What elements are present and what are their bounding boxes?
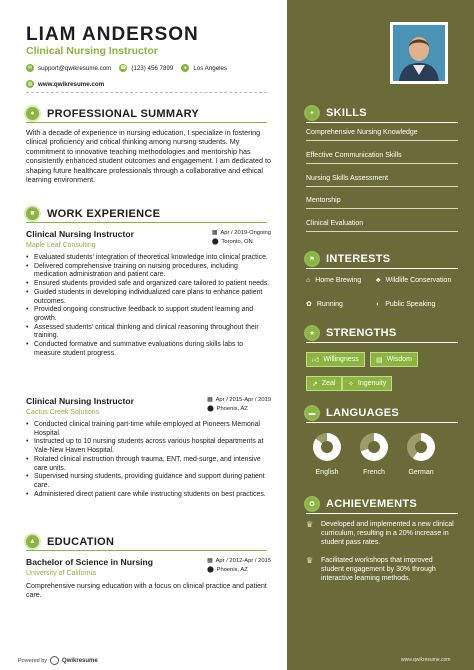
phone-icon: ☎ (120, 65, 127, 71)
interest-item: ⌂ Home Brewing (306, 277, 362, 284)
list-item: • Assessed students' critical thinking and clinical reasoning throughout their training. (26, 324, 271, 341)
skill-item (306, 220, 458, 232)
summary-title: PROFESSIONAL SUMMARY (47, 107, 200, 120)
languages-underline (306, 422, 458, 423)
job-dates: Apr / 2015-Apr / 2019 (215, 397, 271, 403)
trophy-icon: ★ (306, 327, 318, 339)
lightbulb-icon: ✧ (348, 380, 354, 388)
strength-tag: ↗ Zeal (306, 376, 342, 391)
lightbulb-icon: ✦ (306, 107, 318, 119)
interest-item: ♣ Wildlife Conservation (376, 277, 452, 284)
contact-row (26, 64, 266, 72)
interest-item: ✿ Running (306, 301, 343, 308)
skill-item (306, 197, 458, 209)
degree-title: Bachelor of Science in Nursing (26, 557, 154, 567)
profile-photo (390, 22, 448, 84)
strengths-underline (306, 342, 458, 343)
education-title: EDUCATION (47, 535, 115, 548)
list-item: • Administered direct patient care while instructing students on best practices. (26, 491, 271, 500)
medal-icon: ✪ (306, 498, 318, 510)
education-underline (26, 550, 267, 551)
paw-icon: ✿ (306, 301, 312, 308)
job-title: Clinical Nursing Instructor (26, 396, 134, 406)
calendar-icon: ▦ (211, 230, 218, 236)
graduation-cap-icon: ▲ (26, 535, 39, 548)
job-entry (26, 396, 271, 499)
language-donut (360, 433, 388, 461)
list-item: • Rotated clinical instruction through trauma, ENT, med-surge, and intensive care units. (26, 456, 271, 473)
phone-text: (123) 456 7899 (131, 64, 174, 72)
skill-label: Effective Communication Skills (306, 152, 402, 159)
speaker-icon: ◐ (376, 301, 381, 308)
phone-item (119, 64, 173, 72)
skill-label: Nursing Skills Assessment (306, 175, 389, 182)
interest-item: ◐ Public Speaking (376, 301, 436, 308)
flag-icon: ⚑ (306, 253, 318, 265)
skill-label: Mentorship (306, 197, 341, 204)
candidate-title: Clinical Nursing Instructor (26, 45, 158, 57)
list-item: • Provided ongoing constructive feedback to support student learning and growth. (26, 306, 271, 323)
strengths-heading (306, 327, 397, 339)
education-entry (26, 557, 271, 600)
calendar-icon: ▦ (207, 397, 213, 403)
header-divider (26, 92, 267, 93)
summary-text: With a decade of experience in nursing education, I specialize in fostering clinical proficiency and critical thinking among nursing students. My commitment to innovative teaching methodologies and mentorship has consistently enhanced student outcomes and engagement. I am dedicated to shaping future healthcare professionals through a collaborative and ethical learning environment. (26, 128, 271, 185)
interests-title: INTERESTS (326, 253, 391, 265)
achievements-title: ACHIEVEMENTS (326, 498, 417, 510)
achievements-underline (306, 513, 458, 514)
candidate-name: LIAM ANDERSON (26, 24, 199, 45)
skills-underline (306, 122, 458, 123)
job-title: Clinical Nursing Instructor (26, 229, 134, 239)
list-item: • Instructed up to 10 nursing students across various hospital departments at Yale-New Haven Hospital. (26, 438, 271, 455)
experience-underline (26, 222, 267, 223)
summary-underline (26, 122, 267, 123)
education-heading (26, 535, 114, 548)
briefcase-icon: ■ (26, 207, 39, 220)
job-location: Phoenix, AZ (216, 406, 248, 412)
skill-label: Comprehensive Nursing Knowledge (306, 129, 418, 136)
experience-title: WORK EXPERIENCE (47, 207, 161, 220)
leaf-icon: ♣ (376, 277, 381, 284)
achievement-item: ♛ Developed and implemented a new clinical curriculum, resulting in a 20% increase in student pass rates. (306, 520, 454, 546)
language-label: German (408, 469, 434, 476)
skill-item (306, 152, 458, 164)
list-item: • Supervised nursing students, providing guidance and support during patient care. (26, 473, 271, 490)
education-description: Comprehensive nursing education with a focus on clinical practice and patient care. (26, 583, 267, 599)
job-bullets (26, 254, 271, 358)
brand-name[interactable]: Qwikresume (62, 657, 98, 664)
person-icon: ● (26, 107, 39, 120)
envelope-icon: ✉ (27, 65, 33, 71)
skills-title: SKILLS (326, 107, 367, 119)
website-item[interactable] (26, 80, 104, 88)
skill-item (306, 129, 458, 141)
education-dates: Apr / 2012-Apr / 2015 (215, 558, 271, 564)
skill-item (306, 175, 458, 187)
list-item: • Delivered comprehensive training on nursing procedures, including medication administration and patient care. (26, 263, 271, 280)
language-donut (313, 433, 341, 461)
language-item (405, 433, 437, 476)
chart-icon: ↗ (312, 380, 318, 388)
thumbs-up-icon: 👍︎ (312, 357, 320, 364)
list-item: • Evaluated students' integration of theoretical knowledge into clinical practice. (26, 254, 271, 263)
achievement-item: ♛ Facilitated workshops that improved student engagement by 30% through interactive learning methods. (306, 556, 436, 582)
location-pin-icon: ● (181, 64, 189, 72)
experience-heading (26, 207, 160, 220)
summary-heading (26, 107, 199, 120)
list-item: • Conducted clinical training part-time while employed at Pioneers Memorial Hospital. (26, 421, 271, 438)
calendar-icon: ▦ (207, 558, 213, 564)
list-item: • Conducted formative and summative evaluations during skills labs to measure student progress. (26, 341, 271, 358)
list-item: • Guided students in developing individualized care plans to enhance patient outcomes. (26, 289, 271, 306)
language-label: English (315, 469, 339, 476)
achievements-heading (306, 498, 417, 510)
chat-icon: ▬ (306, 407, 318, 419)
location-item (181, 64, 227, 72)
school-name: University of California (26, 570, 97, 577)
list-item: • Ensured students provided safe and organized care tailored to patient needs. (26, 280, 271, 289)
location-pin-icon: ⬤ (207, 567, 214, 573)
location-pin-icon: ⬤ (207, 406, 214, 412)
footer-url[interactable]: www.qwikresume.com (401, 657, 451, 663)
skill-label: Clinical Evaluation (306, 220, 364, 227)
strength-tag: 👍︎ Willingness (306, 352, 365, 367)
website-text: www.qwikresume.com (38, 80, 105, 88)
strength-tag: ▤ Wisdom (370, 352, 418, 367)
location-pin-icon: ⬤ (211, 239, 219, 245)
globe-icon: ◎ (27, 81, 33, 87)
job-bullets (26, 421, 271, 499)
job-company: Maple Leaf Consulting (26, 242, 96, 249)
job-location: Toronto, ON (221, 239, 253, 245)
interests-heading (306, 253, 390, 265)
trophy-icon: ♛ (306, 556, 314, 565)
powered-by: Powered by Qwikresume (18, 657, 98, 664)
email-item[interactable] (26, 64, 111, 72)
job-entry (26, 229, 271, 358)
qwikresume-logo-icon (50, 656, 59, 665)
trophy-icon: ♛ (306, 520, 314, 529)
language-item (311, 433, 343, 476)
languages-title: LANGUAGES (326, 407, 399, 419)
footer (0, 651, 474, 670)
languages-heading (306, 407, 399, 419)
skills-heading (306, 107, 367, 119)
language-donut (407, 433, 435, 461)
education-location: Phoenix, AZ (216, 567, 248, 573)
job-company: Cactus Creek Solutions (26, 409, 100, 416)
home-icon: ⌂ (306, 277, 311, 284)
language-label: French (363, 469, 385, 476)
interests-underline (306, 268, 458, 269)
language-item (358, 433, 390, 476)
person-portrait (393, 25, 445, 81)
location-text: Los Angeles (193, 64, 228, 72)
strength-tag: ✧ Ingenuity (342, 376, 392, 391)
strengths-title: STRENGTHS (326, 327, 397, 339)
email-text: support@qwikresume.com (38, 64, 112, 72)
book-icon: ▤ (376, 356, 383, 364)
job-dates: Apr / 2019-Ongoing (220, 230, 271, 236)
